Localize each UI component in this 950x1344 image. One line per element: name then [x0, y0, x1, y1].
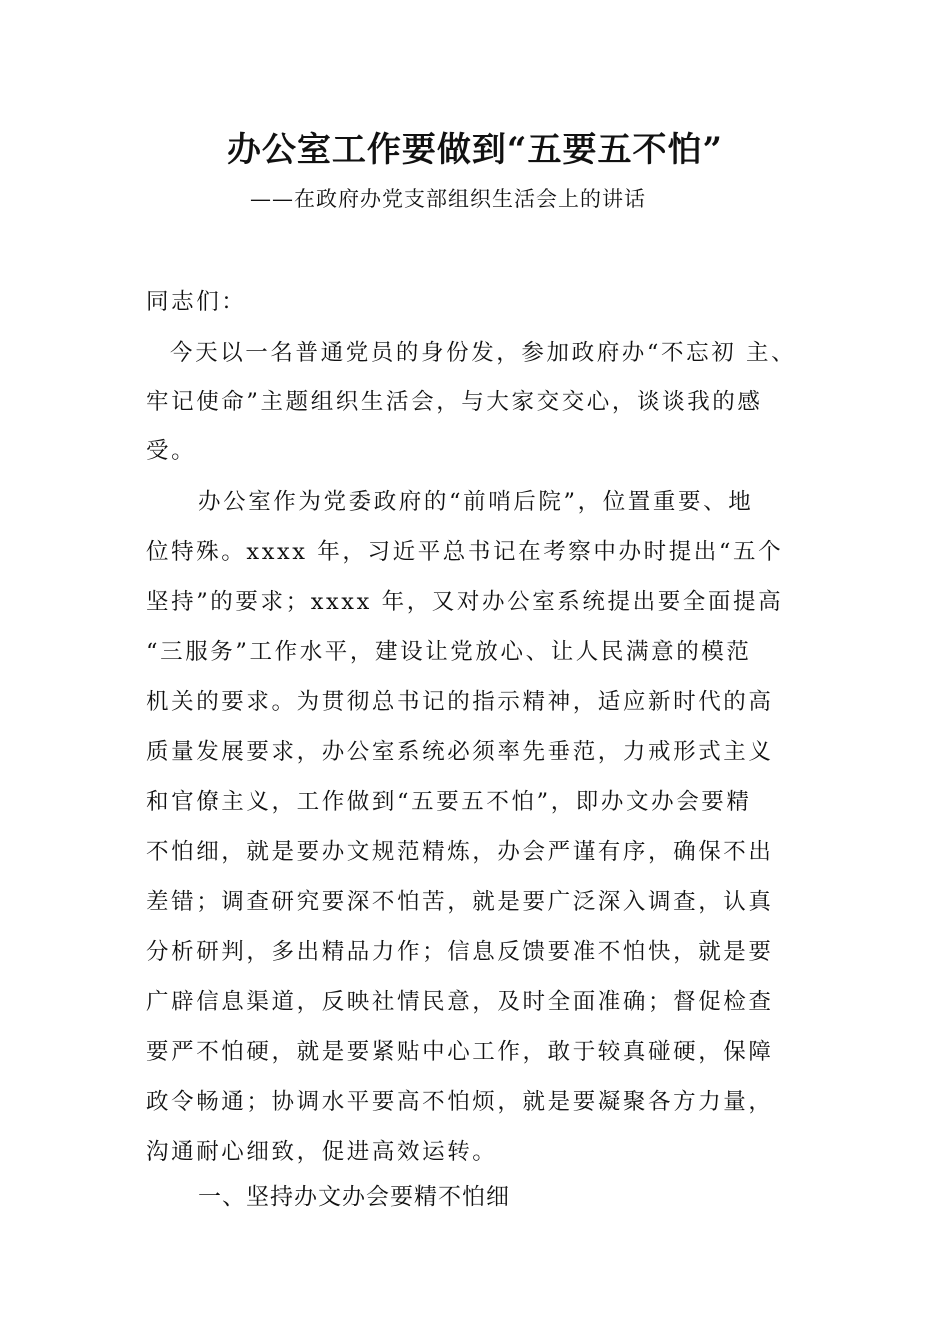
- paragraph-2-line: 和官僚主义，工作做到“五要五不怕”，即办文办会要精: [146, 789, 752, 815]
- paragraph-2-line: 不怕细，就是要办文规范精炼，办会严谨有序，确保不出: [146, 839, 774, 865]
- paragraph-2-line: 要严不怕硬，就是要紧贴中心工作，敢于较真碰硬，保障: [146, 1039, 774, 1065]
- section-heading: 一、坚持办文办会要精不怕细: [198, 1184, 510, 1210]
- paragraph-2-line: 政令畅通；协调水平要高不怕烦，就是要凝聚各方力量，: [146, 1089, 774, 1115]
- paragraph-2-line: 广辟信息渠道，反映社情民意，及时全面准确；督促检查: [146, 989, 774, 1015]
- paragraph-1-line: 牢记使命”主题组织生活会，与大家交交心，谈谈我的感: [146, 389, 763, 415]
- paragraph-1-line: 今天以一名普通党员的身份发，参加政府办“不忘初 主、: [170, 340, 797, 366]
- paragraph-2-line: 分析研判，多出精品力作；信息反馈要准不怕快，就是要: [146, 939, 774, 965]
- paragraph-2-line: 位特殊。xxxx 年，习近平总书记在考察中办时提出“五个: [146, 539, 784, 565]
- paragraph-2-line: 坚持”的要求；xxxx 年，又对办公室系统提出要全面提高: [146, 589, 784, 615]
- paragraph-2-line: 质量发展要求，办公室系统必须率先垂范，力戒形式主义: [146, 739, 774, 765]
- paragraph-2-line: 沟通耐心细致，促进高效运转。: [146, 1139, 498, 1165]
- paragraph-2-line: “三服务”工作水平，建设让党放心、让人民满意的模范: [146, 639, 752, 665]
- document-title: 办公室工作要做到“五要五不怕”: [226, 130, 724, 170]
- salutation: 同志们：: [146, 289, 247, 315]
- paragraph-2-line: 差错；调查研究要深不怕苦，就是要广泛深入调查，认真: [146, 889, 774, 915]
- paragraph-1-line: 受。: [146, 438, 197, 464]
- paragraph-2-line: 机关的要求。为贯彻总书记的指示精神，适应新时代的高: [146, 689, 774, 715]
- paragraph-2-line: 办公室作为党委政府的“前哨后院”，位置重要、地: [198, 489, 754, 515]
- document-subtitle: ——在政府办党支部组织生活会上的讲话: [250, 187, 646, 211]
